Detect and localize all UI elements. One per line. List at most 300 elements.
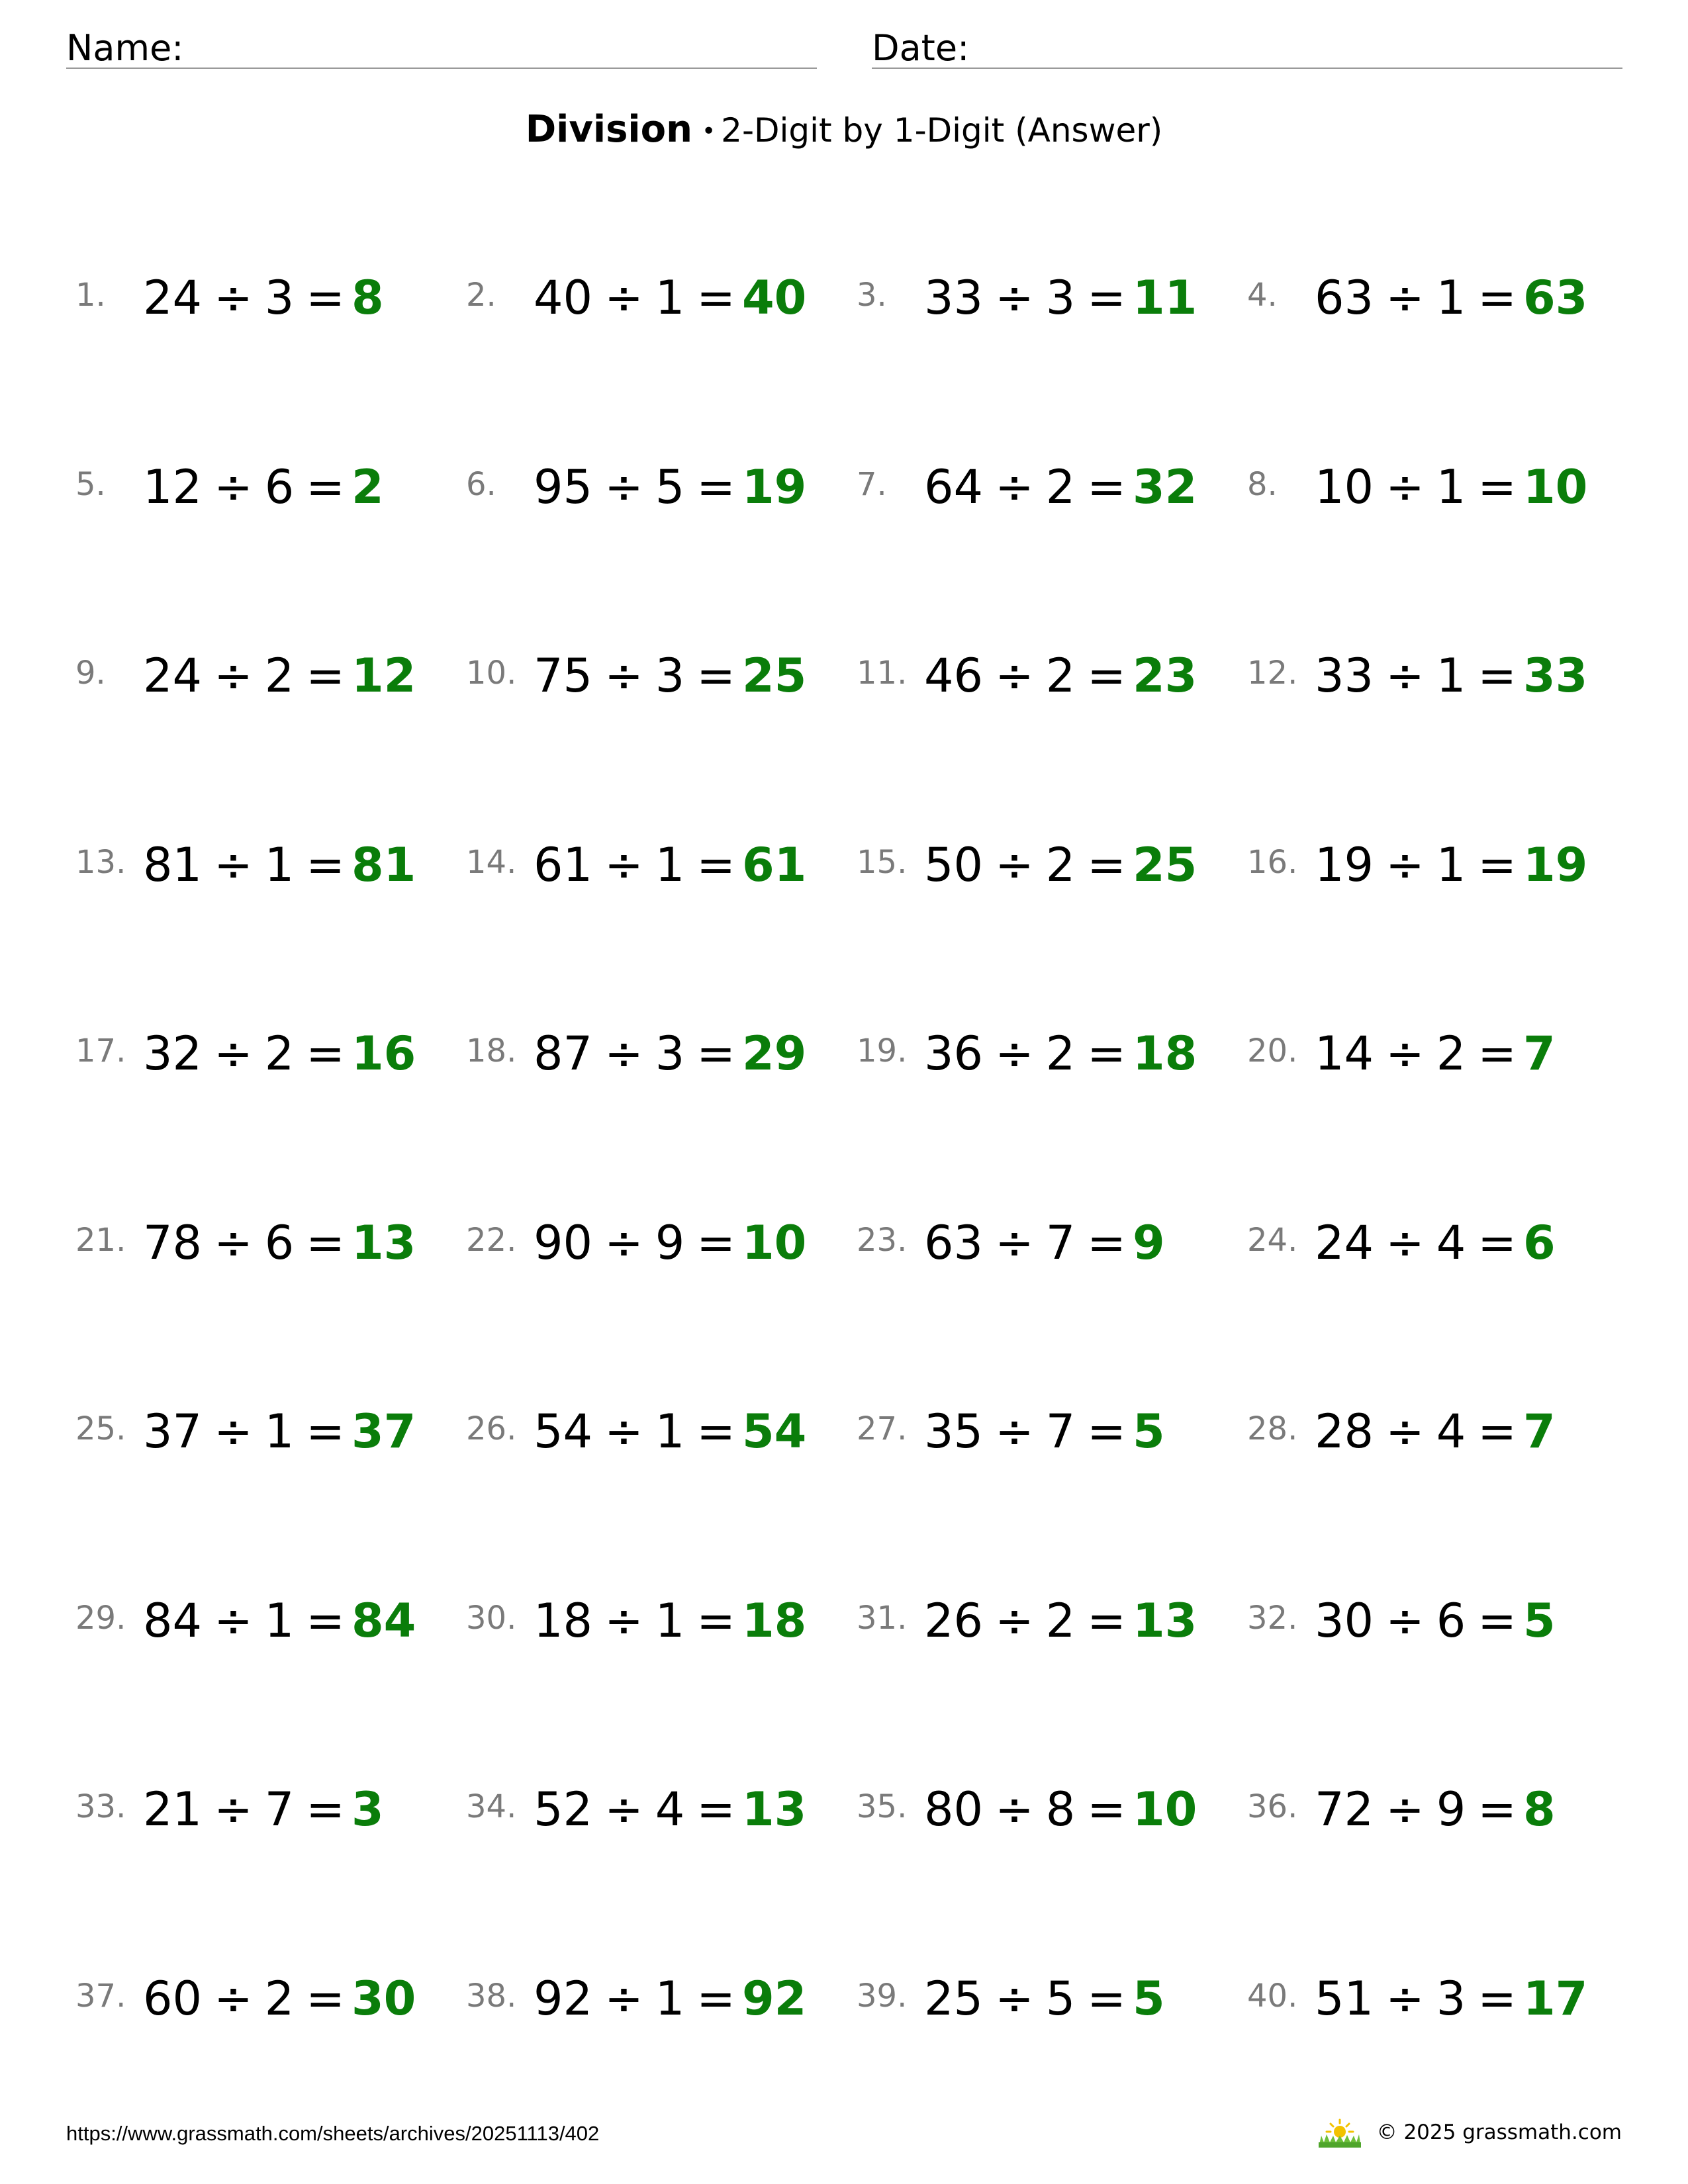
problem-item bbox=[1244, 827, 1635, 893]
answer: 17 bbox=[1523, 1971, 1588, 2026]
problem-item bbox=[463, 827, 854, 893]
problem-equation bbox=[143, 832, 416, 898]
answer: 63 bbox=[1523, 271, 1588, 325]
divisor: 1 bbox=[655, 837, 685, 892]
divide-sign: ÷ bbox=[995, 1971, 1034, 2026]
equals-sign: = bbox=[1477, 649, 1517, 703]
divisor: 4 bbox=[1436, 1404, 1466, 1459]
divisor: 1 bbox=[655, 1404, 685, 1459]
divisor: 5 bbox=[655, 459, 685, 514]
problem-number: 16. bbox=[1247, 843, 1298, 881]
problem-number: 23. bbox=[857, 1221, 908, 1259]
divide-sign: ÷ bbox=[214, 1404, 253, 1459]
problem-number: 22. bbox=[466, 1221, 517, 1259]
equals-sign: = bbox=[696, 1404, 735, 1459]
divide-sign: ÷ bbox=[1385, 1971, 1425, 2026]
equals-sign: = bbox=[306, 1404, 345, 1459]
problem-item bbox=[1244, 1205, 1635, 1271]
answer: 23 bbox=[1132, 649, 1197, 703]
dividend: 14 bbox=[1315, 1026, 1374, 1081]
problem-number: 9. bbox=[75, 655, 106, 692]
problem-number: 8. bbox=[1247, 465, 1278, 503]
answer: 10 bbox=[741, 1215, 807, 1270]
name-label: Name: bbox=[66, 27, 184, 69]
divide-sign: ÷ bbox=[214, 1971, 253, 2026]
divide-sign: ÷ bbox=[995, 1404, 1034, 1459]
title-main: Division bbox=[525, 108, 692, 151]
dividend: 33 bbox=[924, 271, 984, 325]
divide-sign: ÷ bbox=[995, 271, 1034, 325]
dividend: 92 bbox=[534, 1971, 593, 2026]
date-label: Date: bbox=[872, 27, 970, 69]
divisor: 2 bbox=[264, 649, 295, 703]
equals-sign: = bbox=[306, 1782, 345, 1837]
equals-sign: = bbox=[1087, 271, 1126, 325]
title-subtitle: 2-Digit by 1-Digit (Answer) bbox=[721, 111, 1163, 150]
problem-item bbox=[854, 449, 1244, 515]
dividend: 63 bbox=[1315, 271, 1374, 325]
divide-sign: ÷ bbox=[995, 1026, 1034, 1081]
divide-sign: ÷ bbox=[1385, 1215, 1425, 1270]
problem-number: 10. bbox=[466, 655, 517, 692]
answer: 6 bbox=[1523, 1215, 1556, 1270]
problem-number: 11. bbox=[857, 655, 908, 692]
divisor: 4 bbox=[655, 1782, 685, 1837]
problem-item bbox=[1244, 1015, 1635, 1081]
answer: 12 bbox=[351, 649, 416, 703]
problem-number: 31. bbox=[857, 1599, 908, 1637]
equals-sign: = bbox=[306, 459, 345, 514]
divisor: 9 bbox=[1436, 1782, 1466, 1837]
dividend: 60 bbox=[143, 1971, 203, 2026]
divisor: 1 bbox=[1436, 459, 1466, 514]
problem-equation bbox=[534, 265, 806, 331]
problem-equation bbox=[1315, 1021, 1556, 1087]
problem-item bbox=[1244, 1960, 1635, 2026]
equals-sign: = bbox=[696, 1593, 735, 1648]
problem-equation bbox=[143, 1398, 416, 1465]
equals-sign: = bbox=[306, 271, 345, 325]
problem-equation bbox=[1315, 1398, 1556, 1465]
dividend: 35 bbox=[924, 1404, 984, 1459]
answer: 33 bbox=[1523, 649, 1588, 703]
dividend: 12 bbox=[143, 459, 203, 514]
problem-equation bbox=[1315, 643, 1587, 709]
problem-item bbox=[854, 1960, 1244, 2026]
problem-equation bbox=[924, 1021, 1197, 1087]
problem-number: 40. bbox=[1247, 1977, 1298, 2015]
answer: 5 bbox=[1523, 1593, 1556, 1648]
divisor: 1 bbox=[1436, 837, 1466, 892]
divide-sign: ÷ bbox=[604, 1971, 643, 2026]
footer-url: https://www.grassmath.com/sheets/archives/20251113/402 bbox=[66, 2122, 600, 2145]
equals-sign: = bbox=[1477, 1404, 1517, 1459]
answer: 10 bbox=[1132, 1782, 1197, 1837]
problem-item bbox=[73, 637, 463, 704]
problem-number: 30. bbox=[466, 1599, 517, 1637]
problem-equation bbox=[143, 265, 384, 331]
problem-item bbox=[854, 1771, 1244, 1837]
divide-sign: ÷ bbox=[214, 1026, 253, 1081]
equals-sign: = bbox=[696, 649, 735, 703]
problem-equation bbox=[534, 1588, 806, 1654]
divide-sign: ÷ bbox=[995, 837, 1034, 892]
answer: 5 bbox=[1132, 1971, 1165, 2026]
problem-number: 21. bbox=[75, 1221, 126, 1259]
answer: 16 bbox=[351, 1026, 416, 1081]
divide-sign: ÷ bbox=[604, 459, 643, 514]
answer: 29 bbox=[741, 1026, 807, 1081]
problem-number: 37. bbox=[75, 1977, 126, 2015]
dividend: 84 bbox=[143, 1593, 203, 1648]
problem-equation bbox=[1315, 1210, 1556, 1276]
problem-number: 25. bbox=[75, 1410, 126, 1447]
answer: 13 bbox=[351, 1215, 416, 1270]
dividend: 28 bbox=[1315, 1404, 1374, 1459]
problem-number: 29. bbox=[75, 1599, 126, 1637]
answer: 19 bbox=[741, 459, 807, 514]
equals-sign: = bbox=[1087, 459, 1126, 514]
answer: 18 bbox=[1132, 1026, 1197, 1081]
answer: 13 bbox=[741, 1782, 807, 1837]
divisor: 2 bbox=[1045, 1026, 1076, 1081]
dividend: 75 bbox=[534, 649, 593, 703]
equals-sign: = bbox=[1477, 1593, 1517, 1648]
dividend: 36 bbox=[924, 1026, 984, 1081]
problem-item bbox=[854, 1582, 1244, 1649]
equals-sign: = bbox=[306, 1971, 345, 2026]
problem-number: 34. bbox=[466, 1788, 517, 1825]
equals-sign: = bbox=[696, 271, 735, 325]
divisor: 2 bbox=[1436, 1026, 1466, 1081]
dividend: 21 bbox=[143, 1782, 203, 1837]
equals-sign: = bbox=[1477, 1026, 1517, 1081]
problem-number: 26. bbox=[466, 1410, 517, 1447]
answer: 13 bbox=[1132, 1593, 1197, 1648]
problem-number: 24. bbox=[1247, 1221, 1298, 1259]
divide-sign: ÷ bbox=[1385, 1404, 1425, 1459]
dividend: 24 bbox=[143, 649, 203, 703]
problem-equation bbox=[143, 1588, 416, 1654]
problem-equation bbox=[534, 643, 806, 709]
answer: 5 bbox=[1132, 1404, 1165, 1459]
problem-item bbox=[1244, 1582, 1635, 1649]
equals-sign: = bbox=[1087, 1404, 1126, 1459]
divisor: 3 bbox=[655, 1026, 685, 1081]
problem-equation bbox=[143, 1021, 416, 1087]
problem-item bbox=[73, 1582, 463, 1649]
divide-sign: ÷ bbox=[214, 271, 253, 325]
divisor: 3 bbox=[1045, 271, 1076, 325]
problem-equation bbox=[143, 454, 384, 520]
divide-sign: ÷ bbox=[1385, 1782, 1425, 1837]
answer: 25 bbox=[741, 649, 807, 703]
problem-equation bbox=[1315, 1776, 1556, 1843]
divisor: 8 bbox=[1045, 1782, 1076, 1837]
divisor: 1 bbox=[264, 1593, 295, 1648]
problem-equation bbox=[534, 1210, 806, 1276]
problem-equation bbox=[924, 832, 1197, 898]
problem-number: 15. bbox=[857, 843, 908, 881]
problem-number: 7. bbox=[857, 465, 887, 503]
footer-copyright: © 2025 grassmath.com bbox=[1376, 2120, 1622, 2144]
equals-sign: = bbox=[696, 459, 735, 514]
equals-sign: = bbox=[306, 1215, 345, 1270]
problem-number: 1. bbox=[75, 277, 106, 314]
problem-equation bbox=[1315, 265, 1587, 331]
problem-item bbox=[463, 1582, 854, 1649]
answer: 61 bbox=[741, 837, 807, 892]
divisor: 3 bbox=[655, 649, 685, 703]
divisor: 1 bbox=[1436, 271, 1466, 325]
answer: 3 bbox=[351, 1782, 384, 1837]
answer: 25 bbox=[1132, 837, 1197, 892]
dividend: 32 bbox=[143, 1026, 203, 1081]
problem-item bbox=[463, 1960, 854, 2026]
problem-equation bbox=[924, 265, 1197, 331]
grass-sun-logo-icon bbox=[1316, 2116, 1364, 2149]
divisor: 1 bbox=[264, 837, 295, 892]
divide-sign: ÷ bbox=[1385, 1026, 1425, 1081]
divisor: 1 bbox=[655, 1971, 685, 2026]
problem-item bbox=[463, 1205, 854, 1271]
answer: 7 bbox=[1523, 1026, 1556, 1081]
divide-sign: ÷ bbox=[214, 837, 253, 892]
problem-grid bbox=[73, 259, 1635, 2149]
problem-number: 18. bbox=[466, 1032, 517, 1069]
divisor: 2 bbox=[1045, 1593, 1076, 1648]
dividend: 81 bbox=[143, 837, 203, 892]
problem-equation bbox=[924, 454, 1197, 520]
problem-equation bbox=[1315, 454, 1587, 520]
answer: 30 bbox=[351, 1971, 416, 2026]
answer: 54 bbox=[741, 1404, 807, 1459]
problem-number: 33. bbox=[75, 1788, 126, 1825]
dividend: 46 bbox=[924, 649, 984, 703]
equals-sign: = bbox=[306, 837, 345, 892]
dividend: 19 bbox=[1315, 837, 1374, 892]
divide-sign: ÷ bbox=[604, 1593, 643, 1648]
date-field[interactable] bbox=[872, 20, 1622, 69]
divide-sign: ÷ bbox=[604, 1215, 643, 1270]
divisor: 9 bbox=[655, 1215, 685, 1270]
dividend: 26 bbox=[924, 1593, 984, 1648]
dividend: 72 bbox=[1315, 1782, 1374, 1837]
problem-number: 32. bbox=[1247, 1599, 1298, 1637]
equals-sign: = bbox=[1477, 459, 1517, 514]
divisor: 5 bbox=[1045, 1971, 1076, 2026]
dividend: 78 bbox=[143, 1215, 203, 1270]
problem-number: 13. bbox=[75, 843, 126, 881]
problem-equation bbox=[534, 1398, 806, 1465]
divide-sign: ÷ bbox=[995, 649, 1034, 703]
dividend: 24 bbox=[143, 271, 203, 325]
equals-sign: = bbox=[1087, 1782, 1126, 1837]
dividend: 61 bbox=[534, 837, 593, 892]
dividend: 40 bbox=[534, 271, 593, 325]
divisor: 7 bbox=[264, 1782, 295, 1837]
problem-number: 17. bbox=[75, 1032, 126, 1069]
problem-number: 12. bbox=[1247, 655, 1298, 692]
name-field[interactable] bbox=[66, 20, 817, 69]
divisor: 6 bbox=[1436, 1593, 1466, 1648]
equals-sign: = bbox=[696, 1215, 735, 1270]
problem-item bbox=[463, 1393, 854, 1459]
dividend: 54 bbox=[534, 1404, 593, 1459]
equals-sign: = bbox=[1477, 1782, 1517, 1837]
problem-item bbox=[1244, 1771, 1635, 1837]
dividend: 18 bbox=[534, 1593, 593, 1648]
problem-item bbox=[1244, 1393, 1635, 1459]
divisor: 1 bbox=[264, 1404, 295, 1459]
problem-equation bbox=[534, 1776, 806, 1843]
problem-number: 35. bbox=[857, 1788, 908, 1825]
problem-equation bbox=[924, 1776, 1197, 1843]
divide-sign: ÷ bbox=[604, 649, 643, 703]
equals-sign: = bbox=[1087, 1593, 1126, 1648]
answer: 18 bbox=[741, 1593, 807, 1648]
answer: 32 bbox=[1132, 459, 1197, 514]
divide-sign: ÷ bbox=[1385, 649, 1425, 703]
problem-number: 20. bbox=[1247, 1032, 1298, 1069]
problem-equation bbox=[924, 1398, 1165, 1465]
equals-sign: = bbox=[306, 1026, 345, 1081]
divide-sign: ÷ bbox=[214, 1215, 253, 1270]
answer: 2 bbox=[351, 459, 384, 514]
problem-item bbox=[854, 637, 1244, 704]
problem-equation bbox=[924, 1966, 1165, 2032]
problem-equation bbox=[534, 454, 806, 520]
problem-number: 36. bbox=[1247, 1788, 1298, 1825]
divide-sign: ÷ bbox=[995, 459, 1034, 514]
problem-number: 39. bbox=[857, 1977, 908, 2015]
equals-sign: = bbox=[696, 1026, 735, 1081]
problem-equation bbox=[924, 1588, 1197, 1654]
problem-item bbox=[73, 449, 463, 515]
equals-sign: = bbox=[1087, 1971, 1126, 2026]
divisor: 3 bbox=[264, 271, 295, 325]
equals-sign: = bbox=[1087, 1026, 1126, 1081]
equals-sign: = bbox=[696, 1782, 735, 1837]
divide-sign: ÷ bbox=[1385, 459, 1425, 514]
problem-item bbox=[854, 1393, 1244, 1459]
answer: 8 bbox=[1523, 1782, 1556, 1837]
problem-number: 3. bbox=[857, 277, 887, 314]
problem-item bbox=[854, 1015, 1244, 1081]
divide-sign: ÷ bbox=[214, 1782, 253, 1837]
answer: 10 bbox=[1523, 459, 1588, 514]
problem-item bbox=[73, 827, 463, 893]
dividend: 33 bbox=[1315, 649, 1374, 703]
problem-item bbox=[73, 1960, 463, 2026]
divide-sign: ÷ bbox=[995, 1782, 1034, 1837]
problem-number: 38. bbox=[466, 1977, 517, 2015]
divisor: 7 bbox=[1045, 1215, 1076, 1270]
problem-item bbox=[73, 1771, 463, 1837]
equals-sign: = bbox=[1087, 837, 1126, 892]
answer: 11 bbox=[1132, 271, 1197, 325]
divisor: 1 bbox=[655, 271, 685, 325]
dividend: 10 bbox=[1315, 459, 1374, 514]
divide-sign: ÷ bbox=[604, 1026, 643, 1081]
problem-equation bbox=[143, 643, 416, 709]
divide-sign: ÷ bbox=[995, 1593, 1034, 1648]
dividend: 87 bbox=[534, 1026, 593, 1081]
problem-equation bbox=[143, 1210, 416, 1276]
problem-item bbox=[463, 449, 854, 515]
divisor: 7 bbox=[1045, 1404, 1076, 1459]
problem-item bbox=[73, 1015, 463, 1081]
dividend: 64 bbox=[924, 459, 984, 514]
problem-item bbox=[463, 1015, 854, 1081]
dividend: 63 bbox=[924, 1215, 984, 1270]
problem-equation bbox=[143, 1776, 384, 1843]
dividend: 90 bbox=[534, 1215, 593, 1270]
divisor: 1 bbox=[1436, 649, 1466, 703]
answer: 81 bbox=[351, 837, 416, 892]
problem-item bbox=[854, 1205, 1244, 1271]
answer: 40 bbox=[741, 271, 807, 325]
answer: 37 bbox=[351, 1404, 416, 1459]
dividend: 52 bbox=[534, 1782, 593, 1837]
problem-equation bbox=[143, 1966, 416, 2032]
problem-equation bbox=[534, 1966, 806, 2032]
problem-equation bbox=[1315, 1966, 1587, 2032]
title-separator: • bbox=[701, 118, 716, 145]
equals-sign: = bbox=[1477, 1971, 1517, 2026]
answer: 92 bbox=[741, 1971, 807, 2026]
problem-number: 2. bbox=[466, 277, 496, 314]
equals-sign: = bbox=[1477, 837, 1517, 892]
answer: 9 bbox=[1132, 1215, 1165, 1270]
divide-sign: ÷ bbox=[214, 1593, 253, 1648]
answer: 19 bbox=[1523, 837, 1588, 892]
problem-item bbox=[463, 637, 854, 704]
divide-sign: ÷ bbox=[604, 1782, 643, 1837]
problem-item bbox=[463, 1771, 854, 1837]
divide-sign: ÷ bbox=[214, 459, 253, 514]
divide-sign: ÷ bbox=[604, 1404, 643, 1459]
divide-sign: ÷ bbox=[1385, 837, 1425, 892]
answer: 84 bbox=[351, 1593, 416, 1648]
problem-equation bbox=[924, 643, 1197, 709]
equals-sign: = bbox=[1477, 1215, 1517, 1270]
dividend: 80 bbox=[924, 1782, 984, 1837]
divisor: 2 bbox=[1045, 649, 1076, 703]
problem-number: 19. bbox=[857, 1032, 908, 1069]
equals-sign: = bbox=[1087, 649, 1126, 703]
problem-number: 27. bbox=[857, 1410, 908, 1447]
equals-sign: = bbox=[1087, 1215, 1126, 1270]
problem-number: 4. bbox=[1247, 277, 1278, 314]
dividend: 25 bbox=[924, 1971, 984, 2026]
problem-item bbox=[73, 259, 463, 326]
problem-equation bbox=[534, 1021, 806, 1087]
problem-item bbox=[854, 259, 1244, 326]
problem-equation bbox=[924, 1210, 1165, 1276]
problem-equation bbox=[534, 832, 806, 898]
equals-sign: = bbox=[696, 1971, 735, 2026]
divisor: 6 bbox=[264, 459, 295, 514]
equals-sign: = bbox=[306, 649, 345, 703]
divide-sign: ÷ bbox=[604, 271, 643, 325]
equals-sign: = bbox=[1477, 271, 1517, 325]
answer: 8 bbox=[351, 271, 384, 325]
equals-sign: = bbox=[696, 837, 735, 892]
dividend: 51 bbox=[1315, 1971, 1374, 2026]
divide-sign: ÷ bbox=[1385, 271, 1425, 325]
divisor: 3 bbox=[1436, 1971, 1466, 2026]
